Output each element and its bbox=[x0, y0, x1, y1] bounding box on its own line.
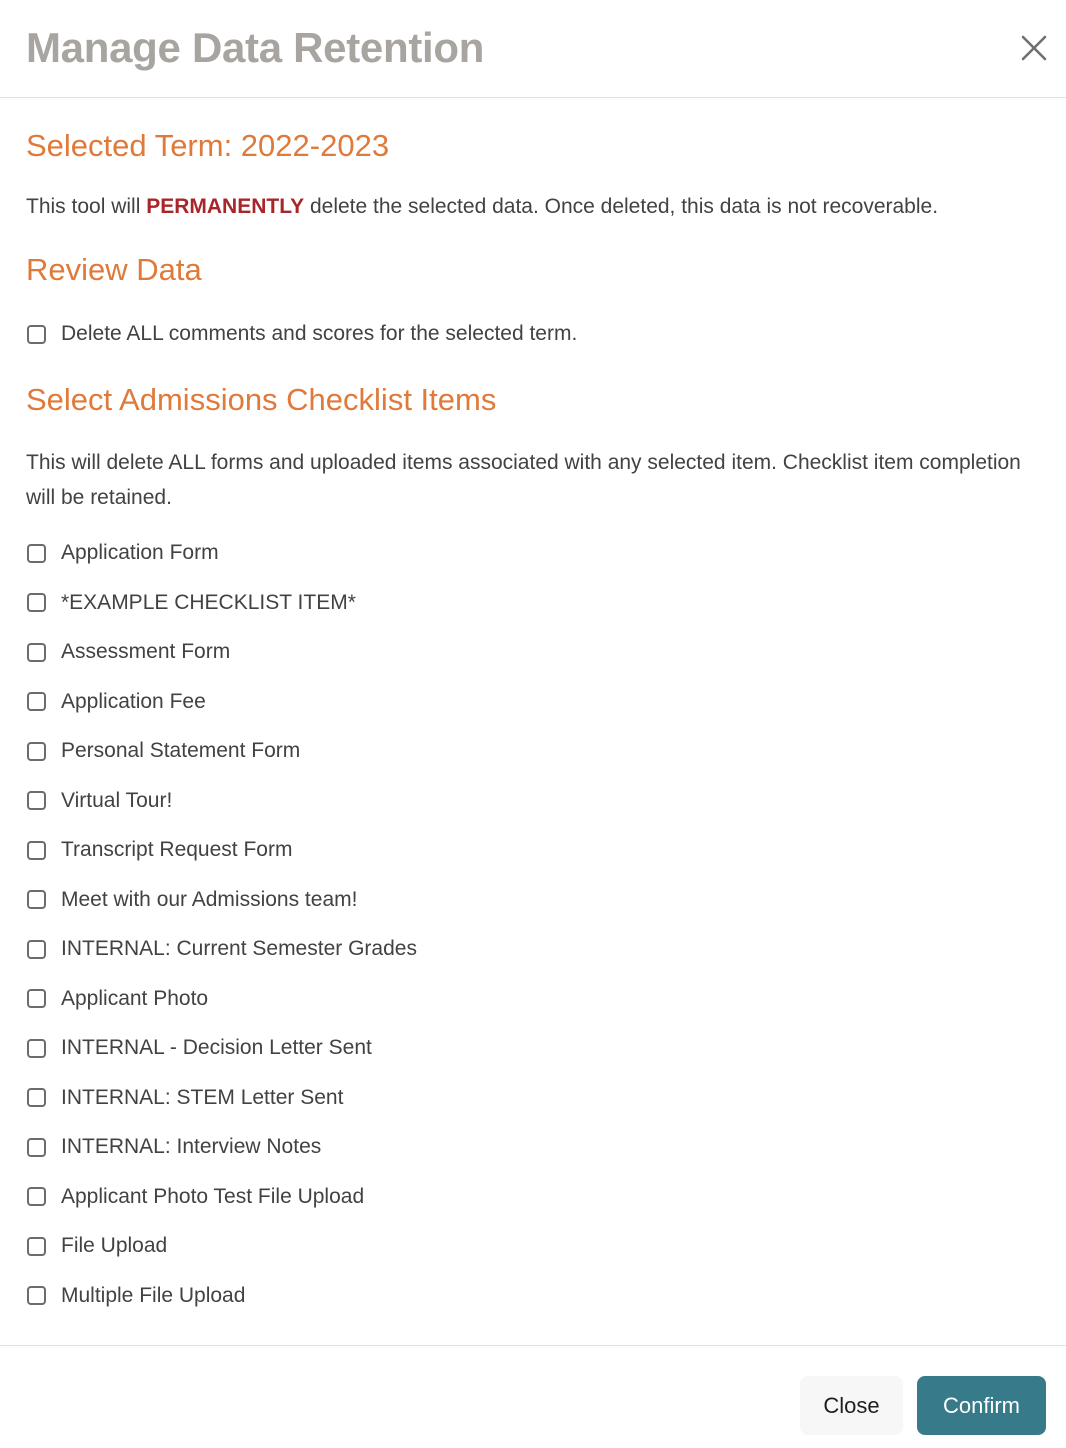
checklist-item[interactable] bbox=[26, 835, 1066, 865]
checklist-item[interactable] bbox=[26, 687, 1066, 717]
checklist-item[interactable] bbox=[26, 538, 1066, 568]
modal-title: Manage Data Retention bbox=[26, 24, 485, 71]
delete-comments-scores-option[interactable] bbox=[26, 319, 577, 349]
checklist-item-label: Meet with our Admissions team! bbox=[61, 887, 358, 911]
confirm-button[interactable]: Confirm bbox=[917, 1376, 1046, 1435]
checkbox[interactable] bbox=[27, 593, 46, 612]
modal-header bbox=[0, 0, 1066, 98]
checklist-item-label: Application Fee bbox=[61, 689, 206, 713]
checklist-item-label: INTERNAL: STEM Letter Sent bbox=[61, 1085, 344, 1109]
checklist-item-label: File Upload bbox=[61, 1234, 168, 1257]
checklist-item-label: INTERNAL - Decision Letter Sent bbox=[61, 1036, 372, 1059]
checklist-item[interactable] bbox=[26, 1083, 1066, 1113]
warning-suffix: delete the selected data. Once deleted, this data is not recoverable. bbox=[304, 195, 939, 218]
checklist-items-heading: Select Admissions Checklist Items bbox=[26, 382, 497, 417]
delete-comments-scores-label: Delete ALL comments and scores for the selected term. bbox=[61, 322, 578, 345]
warning-emphasis: PERMANENTLY bbox=[146, 195, 305, 218]
checklist-item-label: Application Form bbox=[61, 541, 219, 564]
checklist-item-label: Personal Statement Form bbox=[61, 739, 301, 762]
checklist-item[interactable] bbox=[26, 588, 1066, 618]
checkbox[interactable] bbox=[27, 1088, 46, 1107]
checklist-item[interactable] bbox=[26, 1281, 1066, 1311]
delete-comments-scores-checkbox[interactable] bbox=[27, 325, 46, 344]
checkbox[interactable] bbox=[27, 890, 46, 909]
checkbox[interactable] bbox=[27, 989, 46, 1008]
close-button[interactable]: Close bbox=[800, 1376, 903, 1435]
checklist-item[interactable] bbox=[26, 786, 1066, 816]
checklist-item[interactable] bbox=[26, 934, 1066, 964]
warning-text bbox=[26, 189, 938, 224]
checklist-description: This will delete ALL forms and uploaded items associated with any selected item. Checklist item completion will be retained. bbox=[26, 451, 1021, 509]
checklist-item-label: Multiple File Upload bbox=[61, 1283, 246, 1307]
checklist-item[interactable] bbox=[26, 736, 1066, 766]
warning-prefix: This tool will bbox=[26, 195, 147, 218]
checklist-item[interactable] bbox=[26, 1182, 1066, 1212]
review-data-heading: Review Data bbox=[26, 252, 202, 287]
checkbox[interactable] bbox=[27, 1286, 46, 1305]
checklist-item-label: *EXAMPLE CHECKLIST ITEM* bbox=[61, 590, 356, 614]
checkbox[interactable] bbox=[27, 692, 46, 711]
checkbox[interactable] bbox=[27, 1187, 46, 1206]
modal-footer bbox=[0, 1345, 1066, 1448]
checklist-items bbox=[0, 538, 1066, 1330]
checklist-item-label: INTERNAL: Interview Notes bbox=[61, 1135, 322, 1158]
close-x-icon[interactable] bbox=[1016, 30, 1052, 66]
checklist-item[interactable] bbox=[26, 1231, 1066, 1261]
checkbox[interactable] bbox=[27, 1039, 46, 1058]
checkbox[interactable] bbox=[27, 1138, 46, 1157]
checkbox[interactable] bbox=[27, 940, 46, 959]
checkbox[interactable] bbox=[27, 841, 46, 860]
selected-term-heading: Selected Term: 2022-2023 bbox=[26, 128, 390, 163]
checklist-item[interactable] bbox=[26, 1033, 1066, 1063]
checklist-item-label: INTERNAL: Current Semester Grades bbox=[61, 937, 417, 960]
checklist-item-label: Applicant Photo bbox=[61, 986, 209, 1010]
checkbox[interactable] bbox=[27, 791, 46, 810]
checklist-item[interactable] bbox=[26, 637, 1066, 667]
checklist-item-label: Transcript Request Form bbox=[61, 838, 293, 861]
checklist-item-label: Assessment Form bbox=[61, 640, 231, 663]
checklist-item-label: Virtual Tour! bbox=[61, 788, 173, 812]
checklist-item[interactable] bbox=[26, 984, 1066, 1014]
checklist-item-label: Applicant Photo Test File Upload bbox=[61, 1184, 365, 1208]
checklist-item[interactable] bbox=[26, 1132, 1066, 1162]
checkbox[interactable] bbox=[27, 643, 46, 662]
checkbox[interactable] bbox=[27, 1237, 46, 1256]
checkbox[interactable] bbox=[27, 544, 46, 563]
checkbox[interactable] bbox=[27, 742, 46, 761]
checklist-item[interactable] bbox=[26, 885, 1066, 915]
